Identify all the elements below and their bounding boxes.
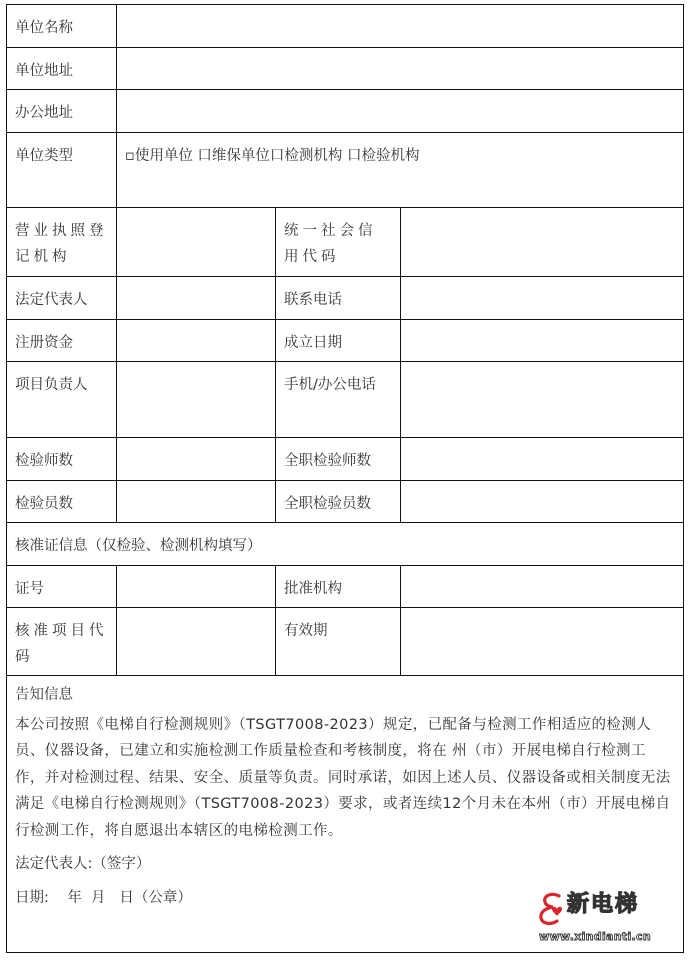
contact-phone-field[interactable] [401, 277, 684, 320]
established-date-field[interactable] [401, 320, 684, 362]
signature-line: 法定代表人:（签字） [15, 856, 151, 872]
project-leader-field[interactable] [117, 362, 276, 438]
fulltime-inspector-count-label: 全职检验师数 [276, 438, 401, 481]
contact-phone-label: 联系电话 [276, 277, 401, 320]
approved-item-code-field[interactable] [117, 608, 276, 676]
notice-body: 本公司按照《电梯自行检测规则》（TSGT7008-2023）规定，已配备与检测工作相适应的检测人员、仪器设备，已建立和实施检测工作质量检查和考核制度，将在 州（市）开展电梯自行检测工作，并对检测过程、结果、安全、质量等负责。同时承诺，如因上述人员、仪器设备或相关制度无法满足《电梯自行检测规则》（TSGT7008-2023）要求，或者连续12个月未在本州（市）开展电梯自行检测工作，将自愿退出本辖区的电梯检测工作。 [15, 716, 671, 839]
fulltime-inspector-count-field[interactable] [401, 438, 684, 481]
project-leader-label: 项目负责人 [7, 362, 117, 438]
validity-label: 有效期 [276, 608, 401, 676]
legal-rep-label: 法定代表人 [7, 277, 117, 320]
fulltime-examiner-count-field[interactable] [401, 481, 684, 523]
inspector-count-field[interactable] [117, 438, 276, 481]
unit-name-field[interactable] [117, 5, 684, 48]
date-seal-line: 日期: 年 月 日（公章） [15, 889, 192, 906]
watermark-url: www.xindianti.cn [539, 930, 651, 943]
unit-type-label: 单位类型 [7, 133, 117, 208]
cert-no-label: 证号 [7, 566, 117, 608]
approving-authority-label: 批准机构 [276, 566, 401, 608]
inspector-count-label: 检验师数 [7, 438, 117, 481]
approved-item-code-label: 核准项目代码 [7, 608, 117, 676]
registered-capital-field[interactable] [117, 320, 276, 362]
notice-title: 告知信息 [15, 687, 73, 703]
office-address-label: 办公地址 [7, 90, 117, 133]
examiner-count-label: 检验员数 [7, 481, 117, 523]
cert-no-field[interactable] [117, 566, 276, 608]
unit-address-label: 单位地址 [7, 48, 117, 90]
xindianti-logo-icon [537, 892, 567, 926]
legal-rep-field[interactable] [117, 277, 276, 320]
established-date-label: 成立日期 [276, 320, 401, 362]
credit-code-field[interactable] [401, 208, 684, 277]
unit-name-label: 单位名称 [7, 5, 117, 48]
approval-section-title: 核准证信息（仅检验、检测机构填写） [7, 523, 684, 566]
notice-section [7, 676, 684, 953]
mobile-office-phone-label: 手机/办公电话 [276, 362, 401, 438]
office-address-field[interactable] [117, 90, 684, 133]
unit-type-options[interactable] [117, 133, 684, 208]
mobile-office-phone-field[interactable] [401, 362, 684, 438]
validity-field[interactable] [401, 608, 684, 676]
unit-address-field[interactable] [117, 48, 684, 90]
approving-authority-field[interactable] [401, 566, 684, 608]
license-authority-label: 营业执照登记机构 [7, 208, 117, 277]
credit-code-label: 统一社会信用代码 [276, 208, 401, 277]
examiner-count-field[interactable] [117, 481, 276, 523]
registered-capital-label: 注册资金 [7, 320, 117, 362]
watermark-logo [537, 892, 673, 943]
fulltime-examiner-count-label: 全职检验员数 [276, 481, 401, 523]
unit-type-checkbox-group[interactable]: ▫使用单位 口维保单位口检测机构 口检验机构 [125, 148, 420, 164]
license-authority-field[interactable] [117, 208, 276, 277]
watermark-name: 新电梯 [567, 892, 640, 917]
registration-form-table [6, 4, 684, 953]
